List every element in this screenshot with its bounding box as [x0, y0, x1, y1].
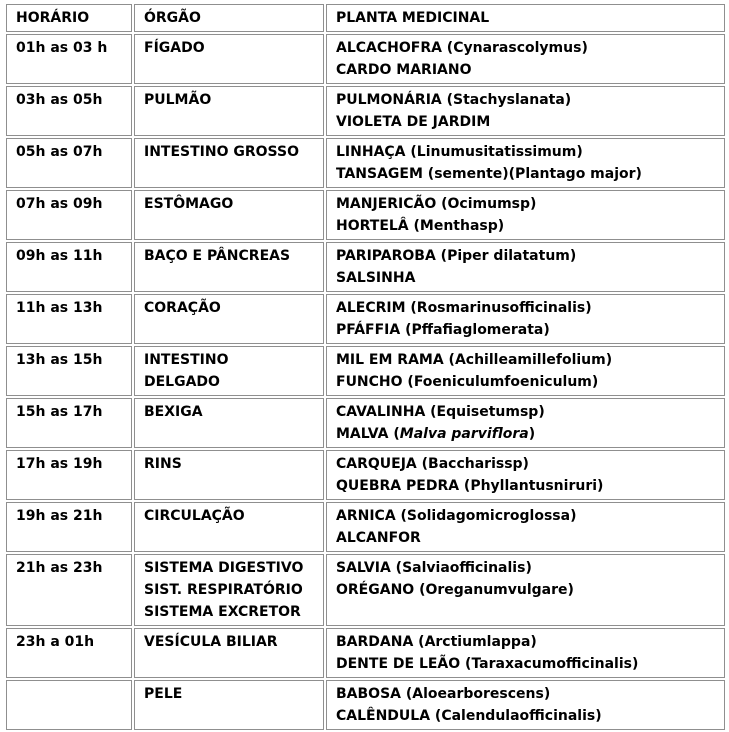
table-row: [6, 86, 725, 136]
cell-orgao: [134, 86, 324, 136]
planta-line: [336, 141, 717, 163]
cell-planta: [326, 86, 725, 136]
orgao-line: INTESTINO GROSSO: [144, 144, 299, 160]
planta-scientific-name: Malva parviflora: [399, 426, 529, 442]
orgao-line: FÍGADO: [144, 40, 205, 56]
planta-text: SALSINHA: [336, 270, 416, 286]
planta-text: DENTE DE LEÃO (Taraxacumofficinalis): [336, 656, 639, 672]
planta-line: [336, 111, 717, 133]
table-row: [6, 628, 725, 678]
orgao-line: PULMÃO: [144, 92, 212, 108]
table-row: [6, 554, 725, 626]
cell-horario: [6, 680, 132, 730]
cell-planta: [326, 680, 725, 730]
cell-horario: 15h as 17h: [6, 398, 132, 448]
table-row: [6, 502, 725, 552]
planta-line: [336, 163, 717, 185]
planta-text: HORTELÂ (Menthasp): [336, 218, 505, 234]
table-row: [6, 34, 725, 84]
planta-line: [336, 423, 717, 445]
orgao-line: ESTÔMAGO: [144, 196, 234, 212]
cell-planta: [326, 554, 725, 626]
cell-horario: 09h as 11h: [6, 242, 132, 292]
planta-line: [336, 557, 717, 579]
planta-line: [336, 37, 717, 59]
planta-text: CAVALINHA (Equisetumsp): [336, 404, 545, 420]
orgao-line: BEXIGA: [144, 404, 203, 420]
cell-orgao: [134, 138, 324, 188]
planta-line: [336, 683, 717, 705]
planta-line: [336, 319, 717, 341]
planta-line: [336, 527, 717, 549]
orgao-line: BAÇO E PÂNCREAS: [144, 248, 291, 264]
cell-horario: 05h as 07h: [6, 138, 132, 188]
header-horario: HORÁRIO: [6, 4, 132, 32]
cell-orgao: [134, 680, 324, 730]
planta-text: QUEBRA PEDRA (Phyllantusniruri): [336, 478, 604, 494]
planta-text: ALCANFOR: [336, 530, 421, 546]
cell-planta: [326, 294, 725, 344]
planta-text: BARDANA (Arctiumlappa): [336, 634, 537, 650]
orgao-line: SISTEMA DIGESTIVO: [144, 560, 304, 576]
orgao-line: PELE: [144, 686, 183, 702]
cell-planta: [326, 450, 725, 500]
orgao-line: SISTEMA EXCRETOR: [144, 604, 301, 620]
cell-planta: [326, 502, 725, 552]
herbal-schedule-table: [4, 2, 727, 732]
orgao-line: SIST. RESPIRATÓRIO: [144, 582, 303, 598]
cell-horario: 01h as 03 h: [6, 34, 132, 84]
planta-text: CARQUEJA (Baccharissp): [336, 456, 529, 472]
planta-text: MANJERICÃO (Ocimumsp): [336, 196, 537, 212]
planta-text: PARIPAROBA (Piper dilatatum): [336, 248, 577, 264]
cell-planta: [326, 242, 725, 292]
planta-text: LINHAÇA (Linumusitatissimum): [336, 144, 583, 160]
planta-text: SALVIA (Salviaofficinalis): [336, 560, 532, 576]
planta-text: MALVA (: [336, 426, 400, 442]
header-row: [6, 4, 725, 32]
planta-line: [336, 453, 717, 475]
planta-line: [336, 215, 717, 237]
cell-planta: [326, 346, 725, 396]
planta-line: [336, 705, 717, 727]
planta-line: [336, 59, 717, 81]
table-row: [6, 190, 725, 240]
planta-text: ARNICA (Solidagomicroglossa): [336, 508, 577, 524]
cell-horario: 03h as 05h: [6, 86, 132, 136]
table-row: [6, 138, 725, 188]
planta-text: ALECRIM (Rosmarinusofficinalis): [336, 300, 592, 316]
planta-text: VIOLETA DE JARDIM: [336, 114, 491, 130]
planta-text: BABOSA (Aloearborescens): [336, 686, 551, 702]
table-row: [6, 294, 725, 344]
table-row: [6, 450, 725, 500]
planta-text: PULMONÁRIA (Stachyslanata): [336, 92, 572, 108]
cell-orgao: [134, 190, 324, 240]
planta-line: [336, 89, 717, 111]
cell-orgao: [134, 398, 324, 448]
table-row: [6, 398, 725, 448]
cell-orgao: [134, 554, 324, 626]
planta-line: [336, 401, 717, 423]
cell-orgao: [134, 450, 324, 500]
planta-line: [336, 371, 717, 393]
cell-planta: [326, 138, 725, 188]
cell-planta: [326, 628, 725, 678]
cell-planta: [326, 398, 725, 448]
planta-line: [336, 653, 717, 675]
cell-horario: 23h a 01h: [6, 628, 132, 678]
cell-horario: 07h as 09h: [6, 190, 132, 240]
orgao-line: INTESTINO: [144, 352, 229, 368]
planta-text: MIL EM RAMA (Achilleamillefolium): [336, 352, 613, 368]
cell-horario: 17h as 19h: [6, 450, 132, 500]
planta-line: [336, 505, 717, 527]
orgao-line: CORAÇÃO: [144, 300, 221, 316]
planta-text: CALÊNDULA (Calendulaofficinalis): [336, 708, 602, 724]
planta-text: FUNCHO (Foeniculumfoeniculum): [336, 374, 599, 390]
orgao-line: RINS: [144, 456, 182, 472]
orgao-line: CIRCULAÇÃO: [144, 508, 245, 524]
header-orgao: ÓRGÃO: [134, 4, 324, 32]
planta-line: [336, 267, 717, 289]
planta-line: [336, 475, 717, 497]
cell-orgao: [134, 34, 324, 84]
cell-orgao: [134, 502, 324, 552]
planta-text: ORÉGANO (Oreganumvulgare): [336, 582, 574, 598]
cell-planta: [326, 190, 725, 240]
planta-text: TANSAGEM (semente)(Plantago major): [336, 166, 642, 182]
cell-planta: [326, 34, 725, 84]
cell-horario: 21h as 23h: [6, 554, 132, 626]
cell-orgao: [134, 294, 324, 344]
planta-text: ALCACHOFRA (Cynarascolymus): [336, 40, 588, 56]
orgao-line: VESÍCULA BILIAR: [144, 634, 278, 650]
table-row: [6, 346, 725, 396]
planta-line: [336, 297, 717, 319]
table-row: [6, 242, 725, 292]
table-row: [6, 680, 725, 730]
cell-orgao: [134, 628, 324, 678]
cell-horario: 19h as 21h: [6, 502, 132, 552]
planta-line: [336, 631, 717, 653]
planta-line: [336, 349, 717, 371]
orgao-line: DELGADO: [144, 374, 220, 390]
cell-horario: 13h as 15h: [6, 346, 132, 396]
cell-horario: 11h as 13h: [6, 294, 132, 344]
header-planta: PLANTA MEDICINAL: [326, 4, 725, 32]
cell-orgao: [134, 242, 324, 292]
planta-text: CARDO MARIANO: [336, 62, 472, 78]
planta-line: [336, 579, 717, 601]
planta-line: [336, 193, 717, 215]
planta-text: ): [528, 426, 536, 442]
planta-text: PFÁFFIA (Pffafiaglomerata): [336, 322, 550, 338]
cell-orgao: [134, 346, 324, 396]
planta-line: [336, 245, 717, 267]
